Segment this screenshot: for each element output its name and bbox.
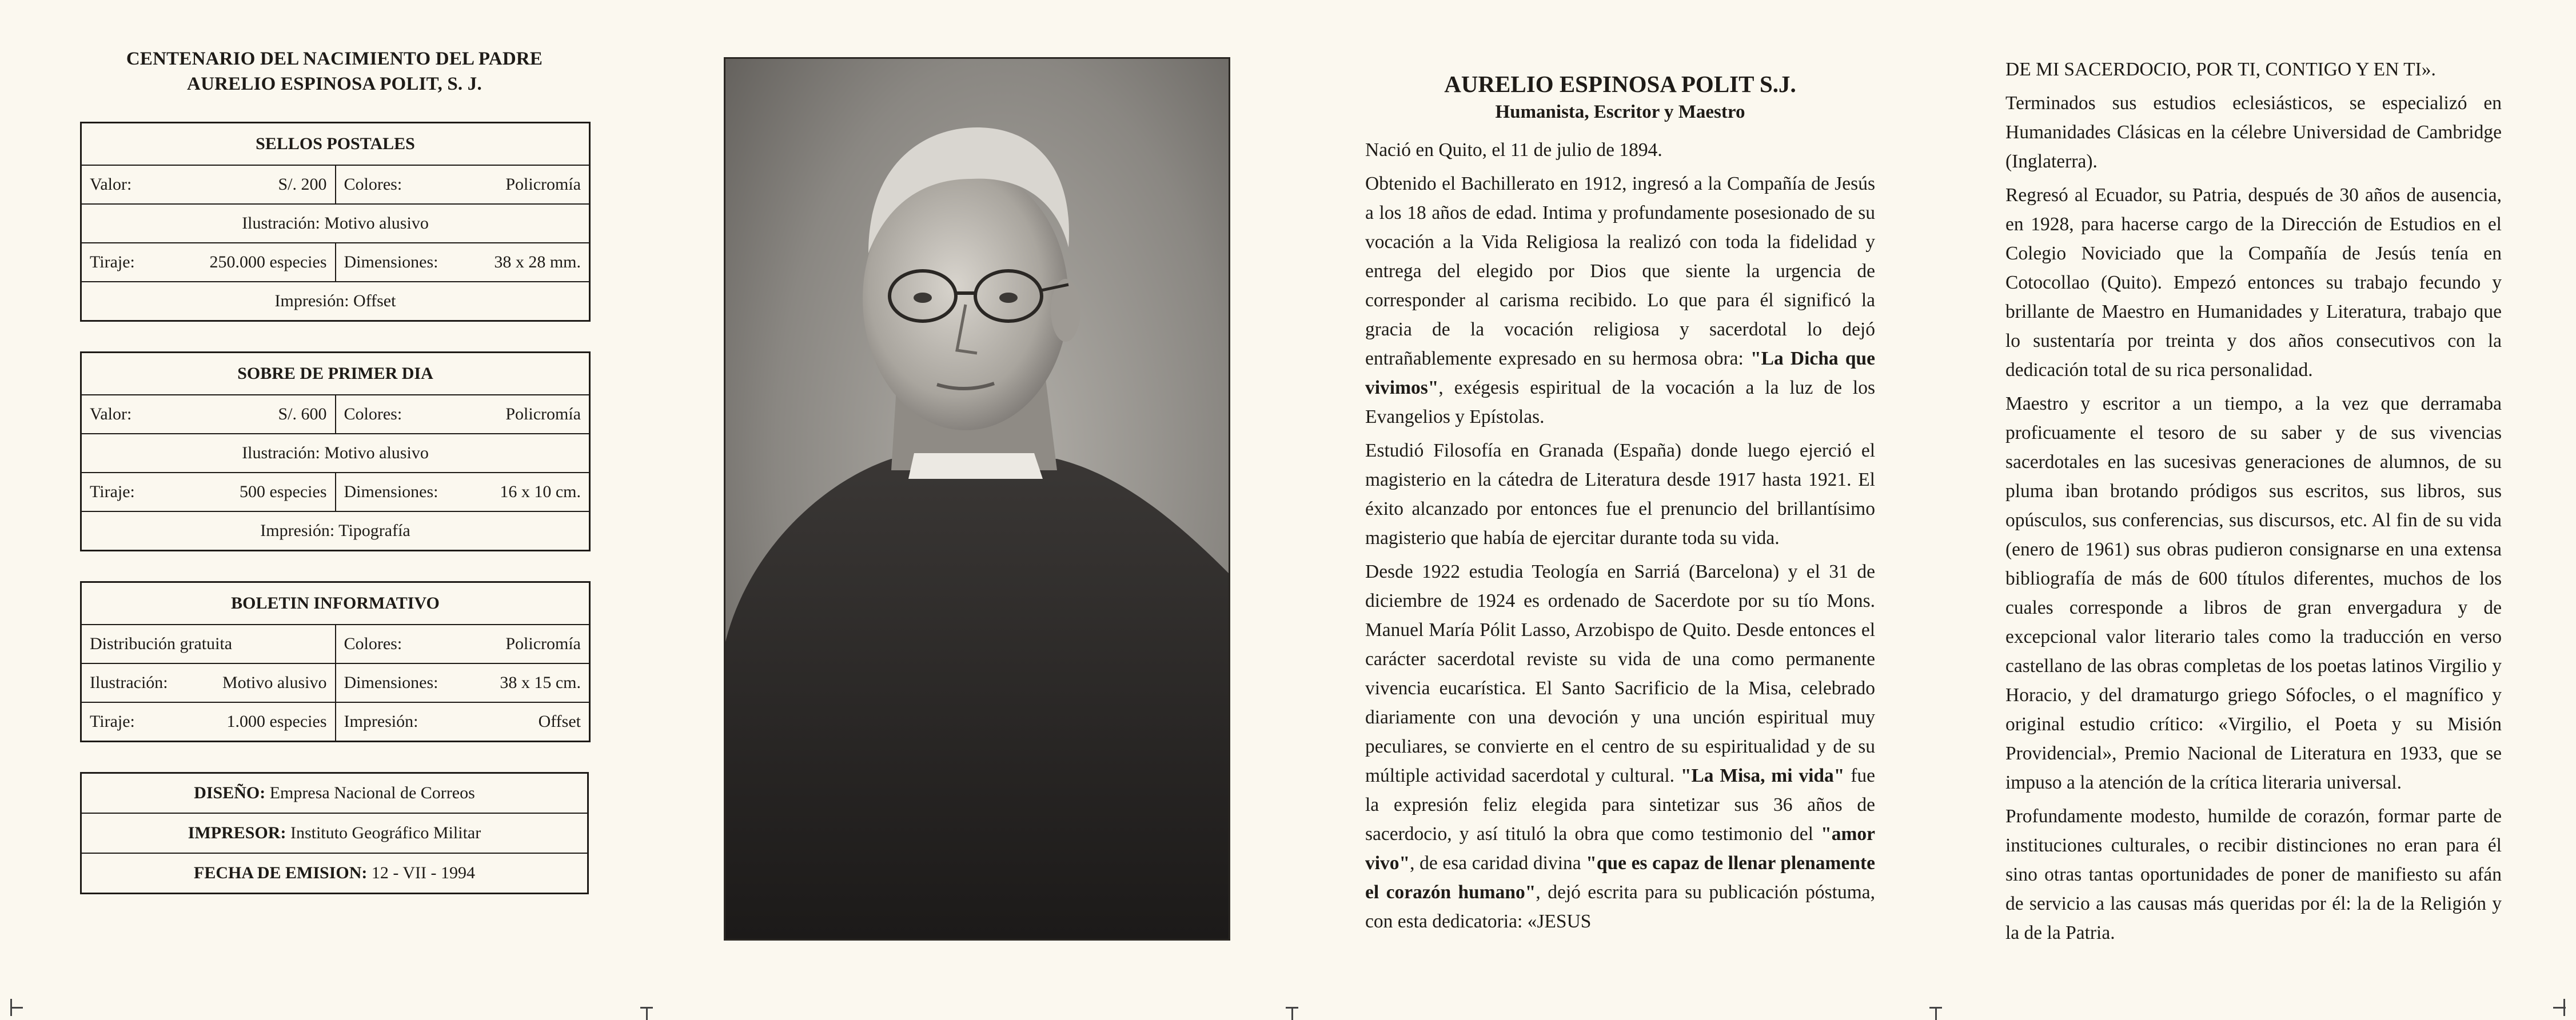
bio-paragraph-modesty: Profundamente modesto, humilde de corazón, formar parte de instituciones culturales, o recibir distinciones no eran para él sino otras tantas oportunidades de poner de manifiesto su afán de servicio a las causas más queridas por él: la de la Religión y la de la Patria. — [2005, 806, 2502, 943]
biography-column-2 — [2005, 55, 2502, 952]
fecha-label: FECHA DE EMISION: — [194, 863, 368, 883]
colores-label: Colores: — [344, 634, 402, 654]
dimensiones-value: 38 x 28 mm. — [494, 253, 581, 272]
bio-text: , dejó escrita para su publicación póstuma, con esta dedicatoria: «JESUS — [1365, 882, 1875, 933]
impresion-value: Offset — [538, 712, 581, 731]
tiraje-label: Tiraje: — [90, 712, 135, 731]
colores-value: Policromía — [505, 634, 581, 654]
fold-mark — [640, 1007, 653, 1009]
valor-value: S/. 600 — [278, 405, 327, 424]
impresion-label: Impresión: — [344, 712, 418, 731]
bio-paragraph-theology — [1365, 557, 1875, 936]
impresor-row — [81, 813, 588, 853]
tiraje-value: 1.000 especies — [226, 712, 327, 731]
bio-text: Obtenido el Bachillerato en 1912, ingresó a la Compañía de Jesús a los 18 años de edad. Intima y profundamente posesionado de su vocación a la Vida Religiosa la realizó con toda la fidelidad y entrega del elegido por Dios que siente la urgencia de corresponder al carisma recibido. Lo que para él significó la gracia de la vocación religiosa y sacerdotal lo dejó entrañablemente expresado en su hermosa obra: — [1365, 173, 1875, 370]
sobre-dimensiones-cell — [336, 473, 590, 511]
bio-paragraph-dedication: DE MI SACERDOCIO, POR TI, CONTIGO Y EN TI». — [2005, 59, 2436, 80]
diseno-label: DISEÑO: — [194, 783, 266, 803]
fold-mark — [1291, 1007, 1293, 1020]
bio-paragraph-cambridge: Terminados sus estudios eclesiásticos, se especializó en Humanidades Clásicas en la célebre Universidad de Cambridge (Inglaterra). — [2005, 93, 2502, 172]
dimensiones-value: 38 x 15 cm. — [500, 673, 581, 693]
sellos-ilustracion: Ilustración: Motivo alusivo — [81, 204, 590, 243]
biography-column-1 — [1365, 70, 1875, 941]
valor-label: Valor: — [90, 405, 132, 424]
sellos-valor-cell — [81, 165, 336, 204]
sobre-colores-cell — [336, 395, 590, 434]
book-title-la-dicha: "La Dicha que vivimos" — [1365, 348, 1876, 399]
quote-amor-vivo: "amor vivo" — [1365, 823, 1875, 874]
sobre-valor-cell — [81, 395, 336, 434]
sobre-tiraje-cell — [81, 473, 336, 511]
boletin-ilustracion-cell — [81, 663, 336, 702]
boletin-impresion-cell — [336, 702, 590, 742]
book-title-la-misa: "La Misa, mi vida" — [1680, 765, 1845, 787]
sellos-tiraje-cell — [81, 243, 336, 282]
sobre-impresion: Impresión: Tipografía — [81, 511, 590, 551]
biography-title: AURELIO ESPINOSA POLIT S.J. — [1444, 71, 1796, 97]
bio-paragraph-birth: Nació en Quito, el 11 de julio de 1894. — [1365, 139, 1662, 161]
centenary-title: CENTENARIO DEL NACIMIENTO DEL PADRE AURELIO ESPINOSA POLIT, S. J. — [126, 49, 543, 94]
stamp-info-panel — [80, 47, 589, 894]
dimensiones-label: Dimensiones: — [344, 253, 438, 272]
impresor-value: Instituto Geográfico Militar — [290, 823, 481, 843]
boletin-tiraje-cell — [81, 702, 336, 742]
fold-mark — [646, 1007, 648, 1020]
fecha-row — [81, 853, 588, 894]
bio-paragraph-return: Regresó al Ecuador, su Patria, después de 30 años de ausencia, en 1928, para hacerse cargo de la Dirección de Estudios en el Colegio Noviciado que la Compañía de Jesús tenía en Cotocollao (Quito). Empezó entonces su trabajo fecundo y brillante de Maestro en Humanidades y Literatura, trabajo que lo sustentaría por treinta y dos años consecutivos con la dedicación total de su rica personalidad. — [2005, 185, 2502, 381]
fold-mark — [1929, 1007, 1942, 1009]
fold-mark — [1935, 1007, 1937, 1020]
bio-text: , de esa caridad divina — [1410, 853, 1586, 874]
portrait-illustration — [725, 59, 1229, 939]
colores-value: Policromía — [505, 405, 581, 424]
bio-paragraph-vocation — [1365, 169, 1875, 431]
bio-paragraph-works: Maestro y escritor a un tiempo, a la vez que derramaba proficuamente el tesoro de su saber y de sus vivencias sacerdotales en las sucesivas generaciones de alumnos, de su pluma iban brotando pródigos sus escritos, sus libros, sus opúsculos, sus conferencias, sus discursos, etc. Al fin de su vida (enero de 1961) sus obras pudieron consignarse en una extensa bibliografía de más de 600 títulos diferentes, muchos de los cuales corresponde a libros de gran envergadura y de excepcional valor literario tales como la traducción en verso castellano de las obras completas de los poetas latinos Virgilio y Horacio, y del dramaturgo griego Sófocles, o el magnífico y original estudio crítico: «Virgilio, el Poeta y su Misión Providencial», Premio Nacional de Literatura en 1933, que se impuso a la atención de la crítica literaria universal. — [2005, 393, 2502, 793]
bio-text: , exégesis espiritual de la vocación a la luz de los Evangelios y Epístolas. — [1365, 377, 1875, 428]
sellos-dimensiones-cell — [336, 243, 590, 282]
impresor-label: IMPRESOR: — [188, 823, 286, 843]
portrait-photo — [724, 57, 1230, 941]
sobre-ilustracion: Ilustración: Motivo alusivo — [81, 434, 590, 473]
boletin-colores-cell — [336, 625, 590, 663]
credits-table — [80, 772, 589, 894]
crop-mark — [10, 1007, 23, 1009]
boletin-informativo-table — [80, 581, 591, 742]
colores-label: Colores: — [344, 175, 402, 194]
biography-subtitle: Humanista, Escritor y Maestro — [1495, 102, 1745, 123]
boletin-dimensiones-cell — [336, 663, 590, 702]
sellos-heading: SELLOS POSTALES — [81, 123, 590, 166]
fold-mark — [1286, 1007, 1298, 1009]
dimensiones-value: 16 x 10 cm. — [500, 482, 581, 502]
boletin-heading: BOLETIN INFORMATIVO — [81, 582, 590, 625]
tiraje-value: 500 especies — [240, 482, 327, 502]
valor-label: Valor: — [90, 175, 132, 194]
sellos-colores-cell — [336, 165, 590, 204]
bio-paragraph-granada: Estudió Filosofía en Granada (España) donde luego ejerció el magisterio en la cátedra de Literatura desde 1917 hasta 1921. El éxito alcanzado por entonces fue el prenuncio del brillantísimo magisterio que había de ejercitar durante toda su vida. — [1365, 440, 1875, 549]
ilustracion-label: Ilustración: — [90, 673, 168, 693]
bio-text: Desde 1922 estudia Teología en Sarriá (Barcelona) y el 31 de diciembre de 1924 es ordenado de Sacerdote por su tío Mons. Manuel María Pólit Lasso, Arzobispo de Quito. Desde entonces el carácter sacerdotal reviste su vida de una como permanente vivencia eucarística. El Santo Sacrificio de la Misa, celebrado diariamente con una devoción y una unción espiritual muy peculiares, se convierte en el centro de su espiritualidad y de su múltiple actividad sacerdotal y cultural. — [1365, 561, 1875, 787]
boletin-distribucion: Distribución gratuita — [81, 625, 336, 663]
bio-text: fue la expresión feliz elegida para sintetizar sus 36 años de sacerdocio, y así tituló la obra que como testimonio del — [1365, 765, 1876, 845]
tiraje-label: Tiraje: — [90, 482, 135, 502]
colores-label: Colores: — [344, 405, 402, 424]
diseno-row — [81, 773, 588, 814]
sobre-heading: SOBRE DE PRIMER DIA — [81, 353, 590, 395]
dimensiones-label: Dimensiones: — [344, 482, 438, 502]
ilustracion-value: Motivo alusivo — [222, 673, 327, 693]
quote-corazon-humano: "que es capaz de llenar plenamente el corazón humano" — [1365, 853, 1875, 903]
sellos-impresion: Impresión: Offset — [81, 282, 590, 321]
diseno-value: Empresa Nacional de Correos — [269, 783, 475, 803]
sobre-primer-dia-table — [80, 351, 591, 551]
sellos-postales-table — [80, 122, 591, 322]
dimensiones-label: Dimensiones: — [344, 673, 438, 693]
valor-value: S/. 200 — [278, 175, 327, 194]
tiraje-value: 250.000 especies — [209, 253, 327, 272]
fecha-value: 12 - VII - 1994 — [371, 863, 475, 883]
tiraje-label: Tiraje: — [90, 253, 135, 272]
crop-mark — [2553, 1007, 2566, 1009]
colores-value: Policromía — [505, 175, 581, 194]
